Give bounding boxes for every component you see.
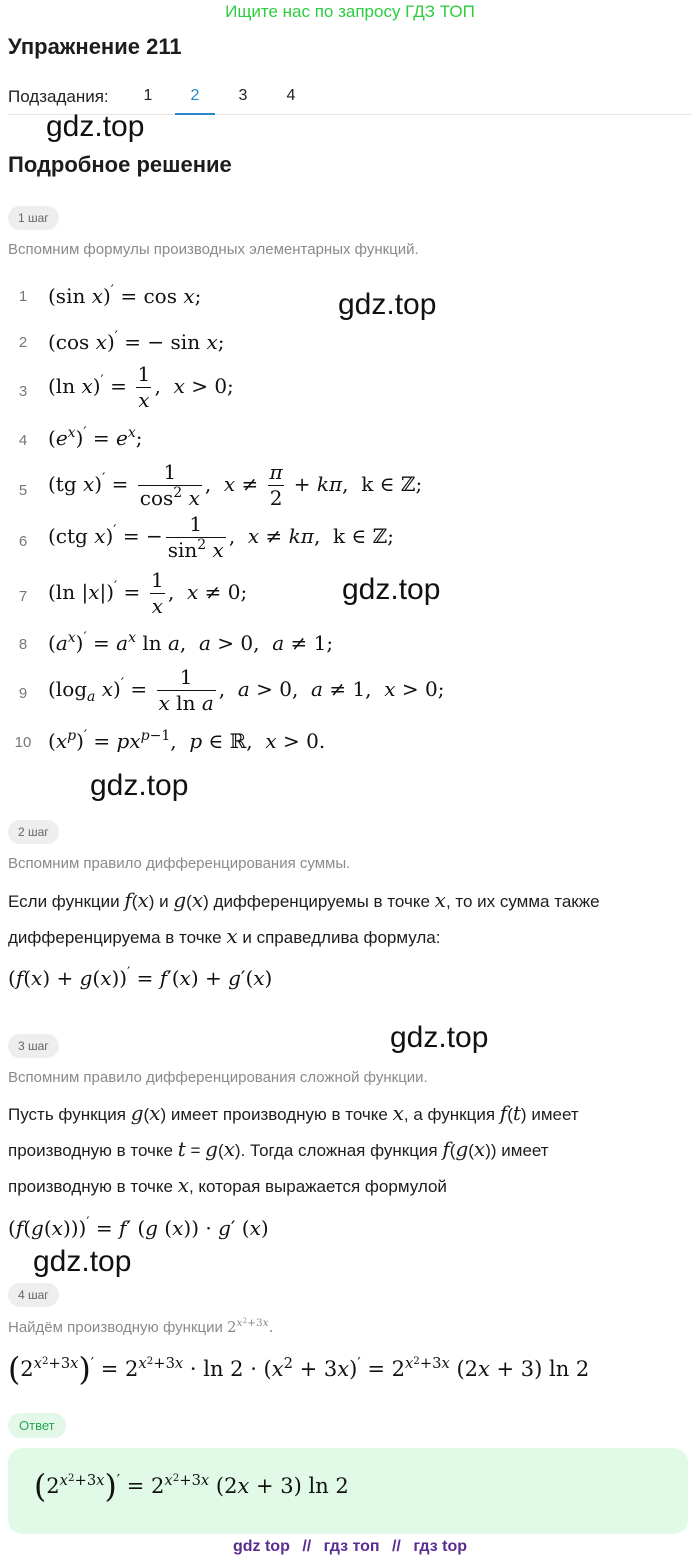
watermark: gdz.top (390, 1021, 489, 1054)
step-hint: Вспомним формулы производных элементарных функций. (8, 241, 419, 258)
footer-links (0, 1538, 700, 1556)
formula-number: 4 (18, 432, 28, 449)
step-hint: Вспомним правило дифференцирования сложной функции. (8, 1069, 428, 1086)
step-hint: Вспомним правило дифференцирования суммы. (8, 855, 351, 872)
step-text: производную в точке x, которая выражается формулой (8, 1173, 447, 1197)
formula: (ln |x|)′ = $\frac{1}{x}$ , x ≠ 0; (48, 568, 248, 618)
step-text: дифференцируема в точке x и справедлива формула: (8, 924, 441, 948)
step-badge: 1 шаг (8, 206, 59, 230)
footer-link[interactable]: gdz top (232, 1538, 290, 1555)
formula-number: 7 (18, 588, 28, 605)
watermark: gdz.top (342, 573, 441, 606)
formula-number: 10 (14, 734, 32, 751)
footer-link[interactable]: гдз top (413, 1538, 468, 1555)
footer-separator: // (391, 1538, 401, 1555)
formula: ($\log_a$ x)′ = $\frac{1}{\text{x ln a}}$ , a > 0, a ≠ 1, x > 0; (48, 665, 445, 715)
formula-number: 2 (18, 334, 28, 351)
footer-link[interactable]: гдз топ (323, 1538, 380, 1555)
watermark: gdz.top (46, 110, 145, 143)
tab-subtask-2[interactable]: 2 (175, 87, 215, 115)
page-title: Упражнение 211 (8, 34, 182, 59)
formula: (ln x)′ = $\frac{1}{x}$ , x > 0; (48, 362, 234, 412)
watermark: gdz.top (90, 769, 189, 802)
formula: $(e^x)' = e^x$; (48, 425, 143, 450)
answer-badge: Ответ (8, 1413, 66, 1438)
watermark: gdz.top (338, 288, 437, 321)
solution-heading: Подробное решение (8, 152, 232, 177)
formula-number: 9 (18, 685, 28, 702)
step-text: производную в точке t = g(x). Тогда сложная функция f(g(x)) имеет (8, 1137, 549, 1161)
step-text: Если функции f(x) и g(x) дифференцируемы в точке x, то их сумма также (8, 888, 600, 912)
formula: $(2^{x^2+3x})' = 2^{x^2+3x} \cdot \ln 2 \cdot (x^2 + 3x)' = 2^{x^2+3x}$ (2x + 3) ln 2 (8, 1352, 590, 1388)
formula: (f(g(x)))′ = f′ (g (x)) · g′ (x) (8, 1215, 269, 1240)
tab-subtask-4[interactable]: 4 (286, 87, 296, 104)
tab-subtask-3[interactable]: 3 (238, 87, 248, 104)
step-text: Пусть функция g(x) имеет производную в точке x, а функция f(t) имеет (8, 1101, 579, 1125)
formula-number: 5 (18, 482, 28, 499)
formula: (tg x)′ = $\frac{1}{\cos^2 x}$ , x ≠ $\frac{\pi}{2}$ + kπ, k ∈ ℤ; (48, 460, 423, 510)
step-badge: 2 шаг (8, 820, 59, 844)
formula-number: 6 (18, 533, 28, 550)
tab-subtask-1[interactable]: 1 (143, 87, 153, 104)
subtasks-label: Подзадания: (8, 87, 109, 106)
answer-formula: $(2^{x^2+3x})' = 2^{x^2+3x}$ (2x + 3) ln 2 (34, 1469, 349, 1505)
step-badge: 4 шаг (8, 1283, 59, 1307)
formula: (sin x)′ = cos x; (48, 283, 202, 308)
formula: (ctg x)′ = − $\frac{1}{\sin^2 x}$ , x ≠ kπ, k ∈ ℤ; (48, 512, 394, 562)
footer-separator: // (302, 1538, 312, 1555)
formula: $(x^p)' = px^{p-1}$, p ∈ ℝ, x > 0. (48, 728, 326, 753)
formula-number: 8 (18, 636, 28, 653)
step-badge: 3 шаг (8, 1034, 59, 1058)
watermark: gdz.top (33, 1245, 132, 1278)
answer-box (8, 1448, 688, 1534)
search-banner: Ищите нас по запросу ГДЗ ТОП (225, 2, 475, 21)
formula: $(a^x)' = a^x$ ln a, a > 0, a ≠ 1; (48, 630, 334, 655)
step-hint: Найдём производную функции $2^{x^2+3x}$. (8, 1316, 274, 1336)
formula: (f(x) + g(x))′ = f′(x) + g′(x) (8, 965, 273, 990)
formula-number: 1 (18, 288, 28, 305)
formula: (cos x)′ = − sin x; (48, 329, 225, 354)
formula-number: 3 (18, 383, 28, 400)
